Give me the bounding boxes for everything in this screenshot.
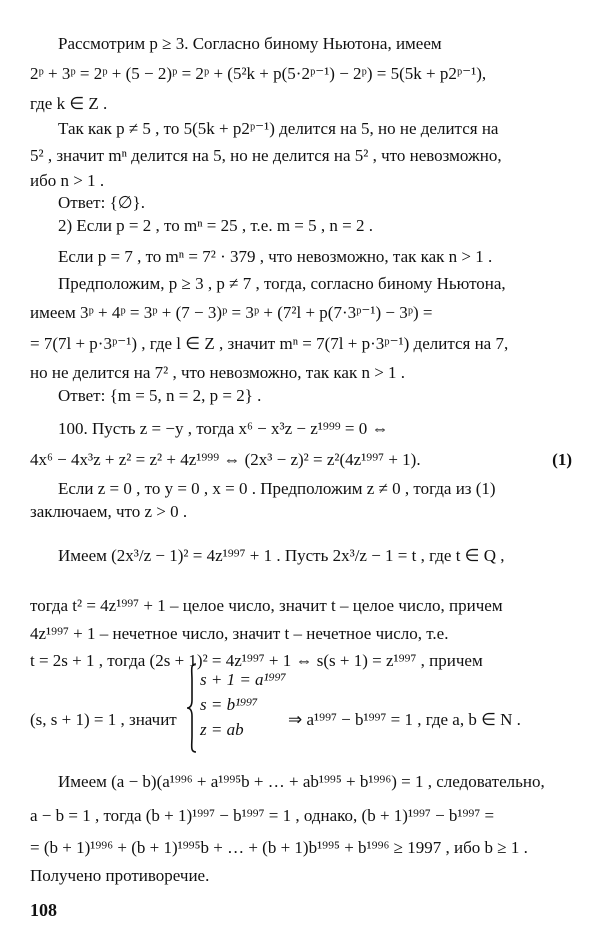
- text-line-26: a − b = 1 , тогда (b + 1)¹⁹⁹⁷ − b¹⁹⁹⁷ = 1 , однако, (b + 1)¹⁹⁹⁷ − b¹⁹⁹⁷ =: [30, 806, 495, 825]
- page-number: 108: [30, 900, 57, 920]
- text-line-20: тогда t² = 4z¹⁹⁹⁷ + 1 – целое число, значит t – целое число, причем: [30, 596, 503, 615]
- text-line-17: Если z = 0 , то y = 0 , x = 0 . Предположим z ≠ 0 , тогда из (1): [58, 479, 496, 498]
- text-line-28: Получено противоречие.: [30, 866, 210, 885]
- text-line-5: 5² , значит mⁿ делится на 5, но не делится на 5² , что невозможно,: [30, 146, 502, 165]
- text-line-24: ⇒ a¹⁹⁹⁷ − b¹⁹⁹⁷ = 1 , где a, b ∈ N .: [288, 710, 521, 729]
- system-row: s + 1 = a¹⁹⁹⁷: [200, 670, 287, 689]
- text-line-2: 2ᵖ + 3ᵖ = 2ᵖ + (5 − 2)ᵖ = 2ᵖ + (5²k + p(5·2ᵖ⁻¹) − 2ᵖ) = 5(5k + p2ᵖ⁻¹),: [30, 64, 487, 83]
- system-row: s = b¹⁹⁹⁷: [200, 695, 258, 714]
- text-line-25: Имеем (a − b)(a¹⁹⁹⁶ + a¹⁹⁹⁵b + … + ab¹⁹⁹⁵ + b¹⁹⁹⁶) = 1 , следовательно,: [58, 772, 545, 791]
- text-line-9: Если p = 7 , то mⁿ = 7² · 379 , что невозможно, так как n > 1 .: [58, 247, 493, 266]
- text-line-12: = 7(7l + p·3ᵖ⁻¹) , где l ∈ Z , значит mⁿ = 7(7l + p·3ᵖ⁻¹) делится на 7,: [30, 334, 509, 353]
- text-line-18: заключаем, что z > 0 .: [30, 502, 188, 521]
- text-line-16: 4x⁶ − 4x³z + z² = z² + 4z¹⁹⁹⁹ ⇔ (2x³ − z)² = z²(4z¹⁹⁹⁷ + 1).: [30, 450, 421, 469]
- text-line-23: (s, s + 1) = 1 , значит: [30, 710, 177, 729]
- text-line-15: 100. Пусть z = −y , тогда x⁶ − x³z − z¹⁹⁹⁹ = 0 ⇔: [58, 419, 389, 438]
- text-line-14: Ответ: {m = 5, n = 2, p = 2} .: [58, 386, 262, 405]
- text-line-8: 2) Если p = 2 , то mⁿ = 25 , т.е. m = 5 , n = 2 .: [58, 216, 373, 235]
- text-line-22: t = 2s + 1 , тогда (2s + 1)² = 4z¹⁹⁹⁷ + 1 ⇔ s(s + 1) = z¹⁹⁹⁷ , причем: [30, 651, 483, 670]
- equation-system: [200, 667, 286, 742]
- text-line-3: где k ∈ Z .: [30, 94, 108, 113]
- text-line-19: Имеем (2x³/z − 1)² = 4z¹⁹⁹⁷ + 1 . Пусть 2x³/z − 1 = t , где t ∈ Q ,: [58, 546, 505, 565]
- text-line-10: Предположим, p ≥ 3 , p ≠ 7 , тогда, согласно биному Ньютона,: [58, 274, 506, 293]
- text-line-11: имеем 3ᵖ + 4ᵖ = 3ᵖ + (7 − 3)ᵖ = 3ᵖ + (7²l + p(7·3ᵖ⁻¹) − 3ᵖ) =: [30, 303, 433, 322]
- text-line-6: ибо n > 1 .: [30, 171, 105, 190]
- equation-tag: (1): [552, 450, 572, 469]
- text-line-1: Рассмотрим p ≥ 3. Согласно биному Ньютона, имеем: [58, 34, 442, 53]
- text-line-21: 4z¹⁹⁹⁷ + 1 – нечетное число, значит t – нечетное число, т.е.: [30, 624, 449, 643]
- text-line-4: Так как p ≠ 5 , то 5(5k + p2ᵖ⁻¹) делится на 5, но не делится на: [58, 119, 499, 138]
- text-line-27: = (b + 1)¹⁹⁹⁶ + (b + 1)¹⁹⁹⁵b + … + (b + 1)b¹⁹⁹⁵ + b¹⁹⁹⁶ ≥ 1997 , ибо b ≥ 1 .: [30, 838, 528, 857]
- text-line-13: но не делится на 7² , что невозможно, так как n > 1 .: [30, 363, 406, 382]
- system-row: z = ab: [200, 720, 244, 739]
- text-line-7: Ответ: {∅}.: [58, 193, 145, 212]
